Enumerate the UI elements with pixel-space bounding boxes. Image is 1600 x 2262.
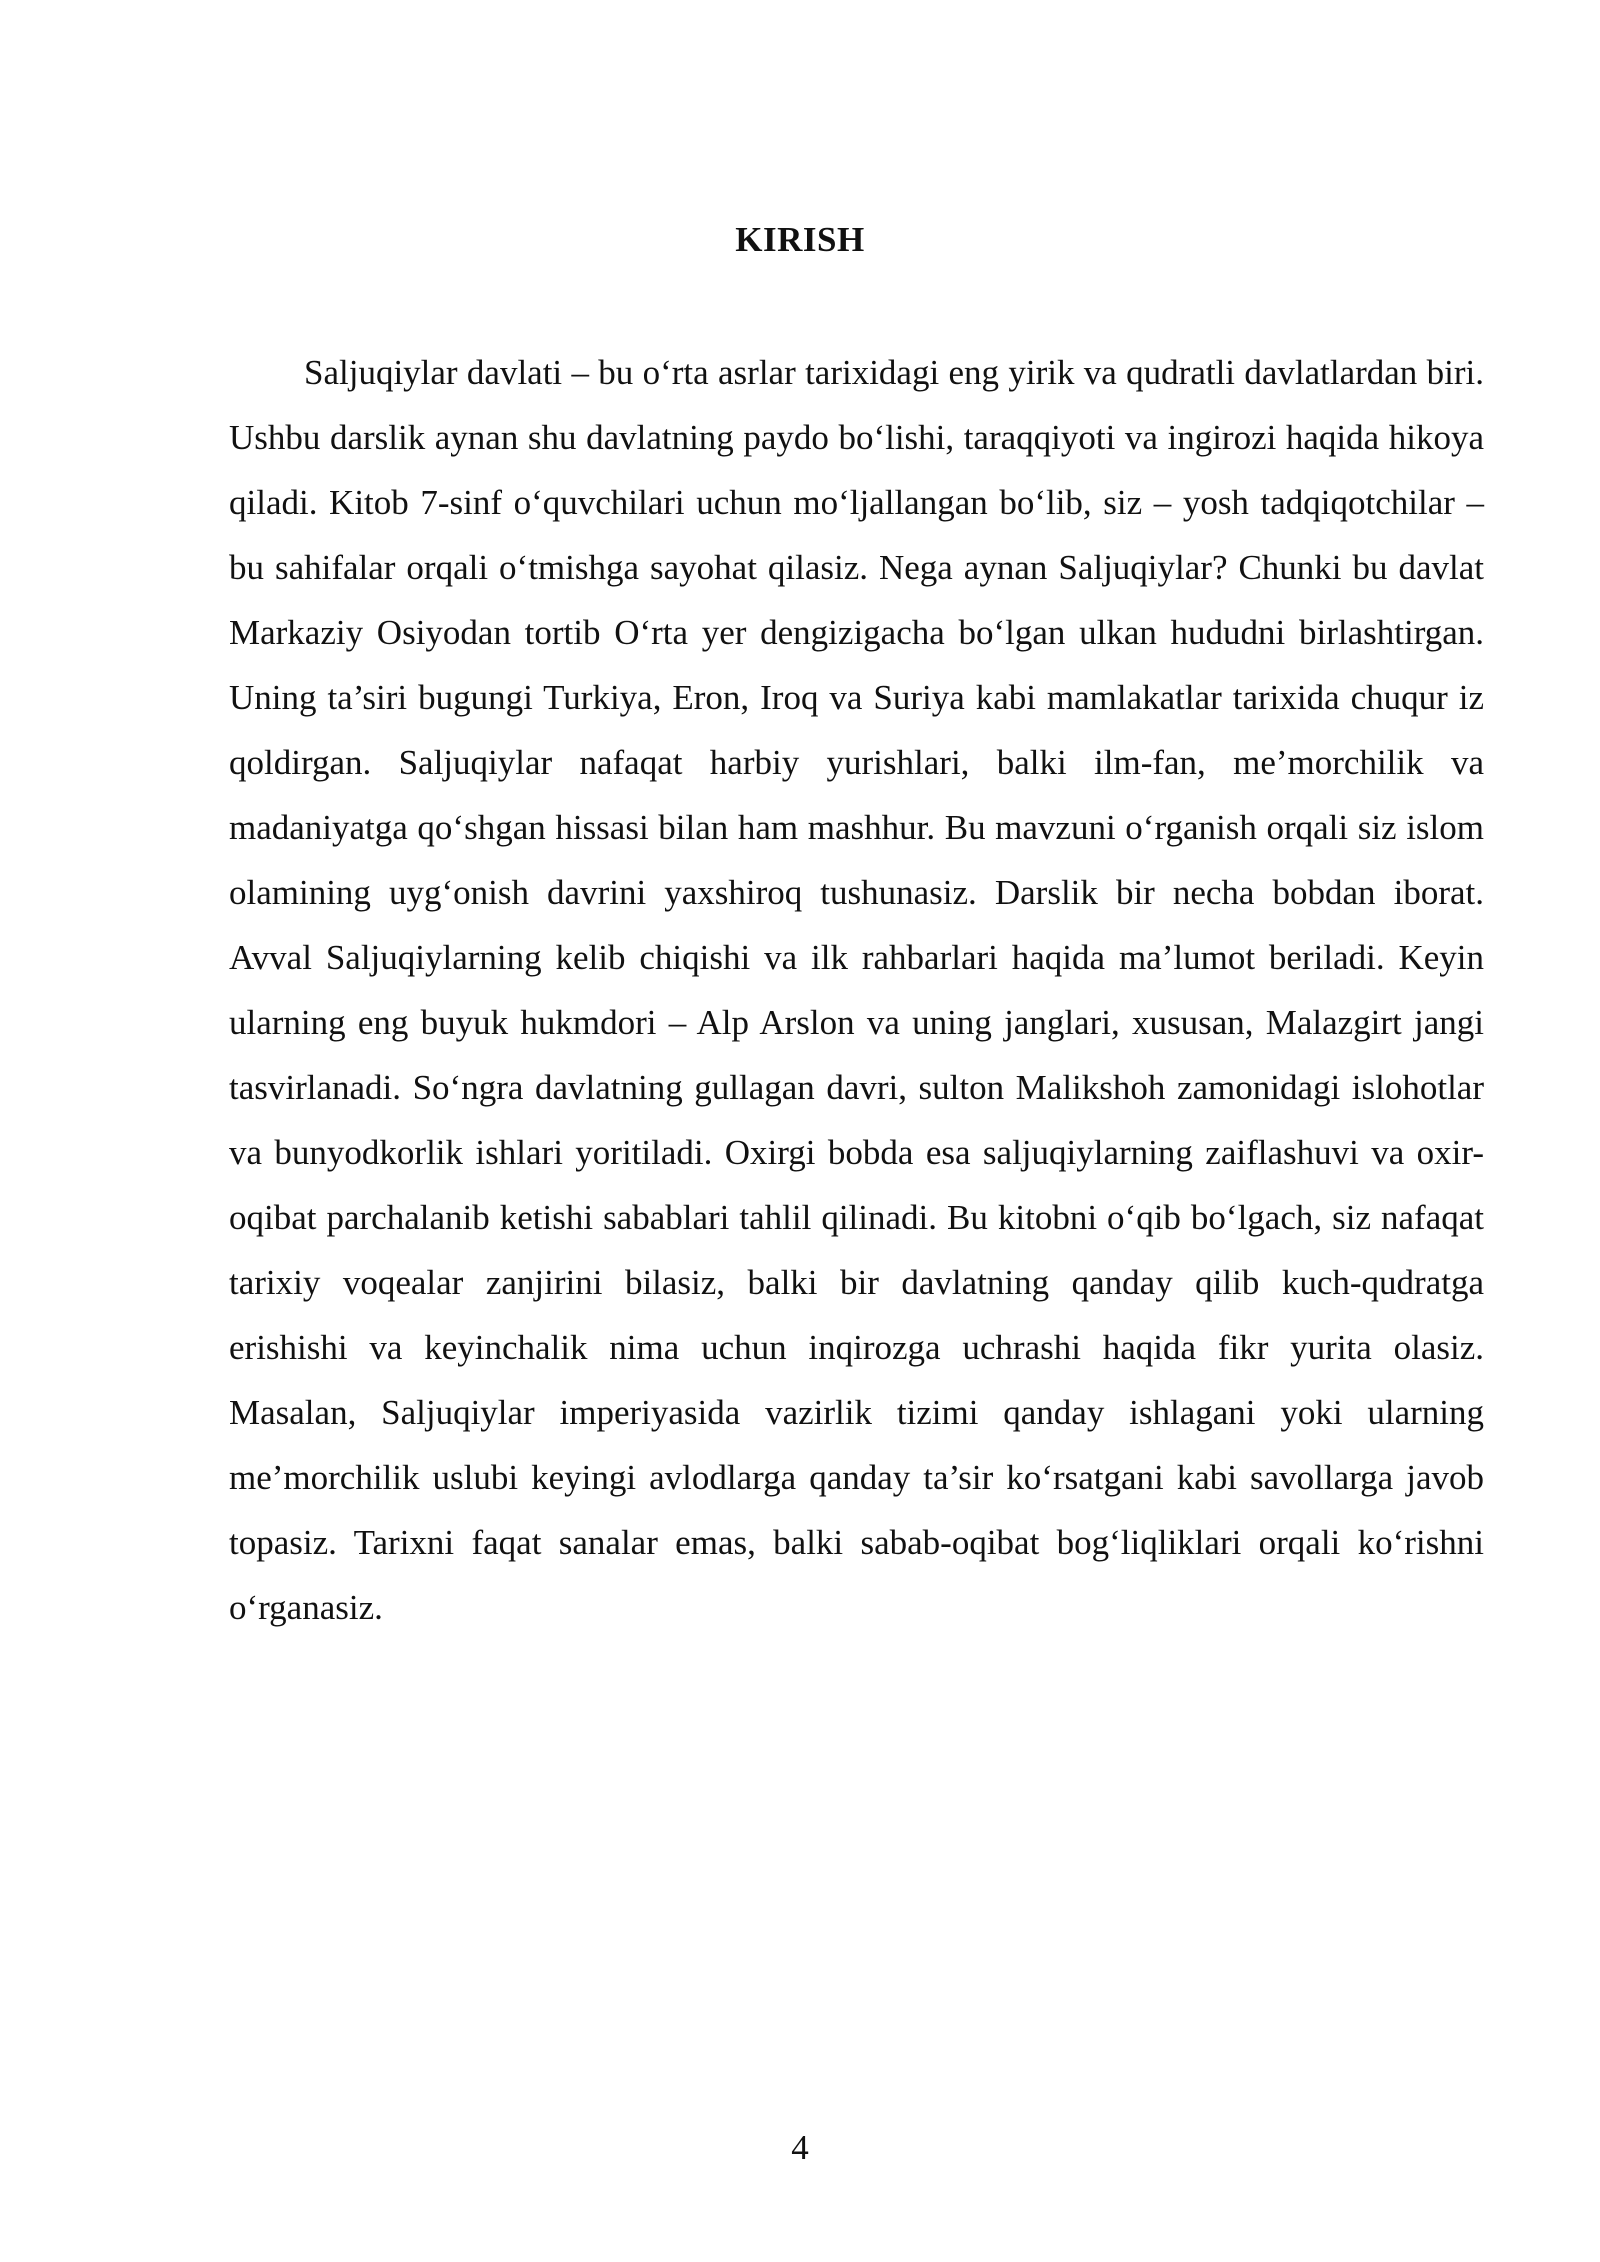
body-paragraph: Saljuqiylar davlati – bu o‘rta asrlar tarixidagi eng yirik va qudratli davlatlardan biri. Ushbu darslik aynan shu davlatning paydo bo‘lishi, taraqqiyoti va ingirozi haqida hikoya qiladi. Kitob 7-sinf o‘quvchilari uchun mo‘ljallangan bo‘lib, siz – yosh tadqiqotchilar – bu sahifalar orqali o‘tmishga sayohat qilasiz. Nega aynan Saljuqiylar? Chunki bu davlat Markaziy Osiyodan tortib O‘rta yer dengizigacha bo‘lgan ulkan hududni birlashtirgan. Uning ta’siri bugungi Turkiya, Eron, Iroq va Suriya kabi mamlakatlar tarixida chuqur iz qoldirgan. Saljuqiylar nafaqat harbiy yurishlari, balki ilm-fan, me’morchilik va madaniyatga qo‘shgan hissasi bilan ham mashhur. Bu mavzuni o‘rganish orqali siz islom olamining uyg‘onish davrini yaxshiroq tushunasiz. Darslik bir necha bobdan iborat. Avval Saljuqiylarning kelib chiqishi va ilk rahbarlari haqida ma’lumot beriladi. Keyin ularning eng buyuk hukmdori – Alp Arslon va uning janglari, xususan, Malazgirt jangi tasvirlanadi. So‘ngra davlatning gullagan davri, sulton Malikshoh zamonidagi islohotlar va bunyodkorlik ishlari yoritiladi. Oxirgi bobda esa saljuqiylarning zaiflashuvi va oxir-oqibat parchalanib ketishi sabablari tahlil qilinadi. Bu kitobni o‘qib bo‘lgach, siz nafaqat tarixiy voqealar zanjirini bilasiz, balki bir davlatning qanday qilib kuch-qudratga erishishi va keyinchalik nima uchun inqirozga uchrashi haqida fikr yurita olasiz. Masalan, Saljuqiylar imperiyasida vazirlik tizimi qanday ishlagani yoki ularning me’morchilik uslubi keyingi avlodlarga qanday ta’sir ko‘rsatgani kabi savollarga javob topasiz. Tarixni faqat sanalar emas, balki sabab-oqibat bog‘liqliklari orqali ko‘rishni o‘rganasiz.: [229, 353, 1484, 1627]
page-number: 4: [791, 2128, 809, 2167]
page-title: KIRISH: [735, 220, 865, 259]
